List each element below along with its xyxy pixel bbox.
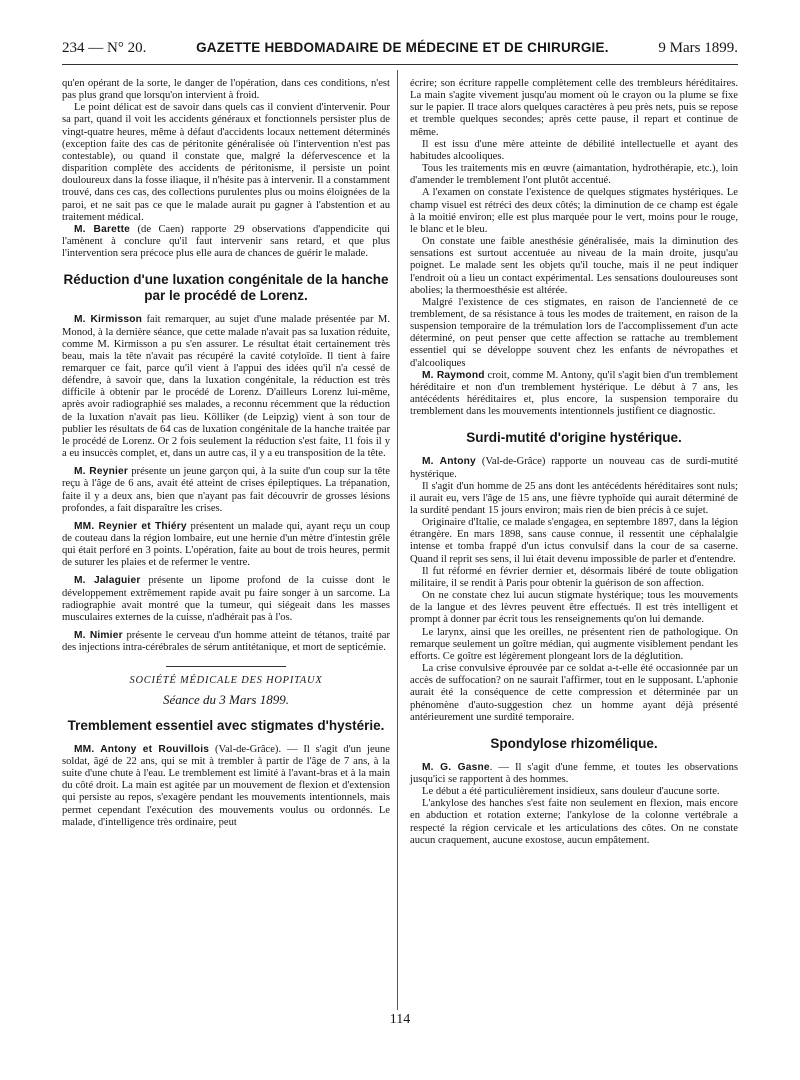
speaker-name: M. Raymond — [422, 369, 485, 381]
paragraph: A l'examen on constate l'existence de quelques stigmates hystériques. Le champ visuel est rétréci des deux côtés; la diminution de ce champ est égale à la moitié environ; elle est plus marquée pour le vert, moins pour le rouge, le blanc et le bleu. — [410, 187, 738, 235]
paragraph-text: . — Il s'agit d'une femme, et toutes les observations jusqu'ici se rapportent à des hommes. — [410, 761, 739, 785]
left-column — [62, 78, 390, 829]
paragraph — [62, 744, 390, 829]
paragraph-text: présentent un malade qui, ayant reçu un coup de couteau dans la région lombaire, eut une hernie d'un mètre d'intestin grêle qui était perforé en 3 points. L'opération, faite au bout de trois heures, permit de suturer les plaies et de refermer le ventre. — [62, 520, 391, 569]
speaker-name: M. Kirmisson — [74, 314, 143, 326]
paragraph: Le larynx, ainsi que les oreilles, ne présentent rien de pathologique. On remarque seulement un goître médian, qui augmente visiblement pendant les efforts. Ce goître est légèrement plongeant lors de la déglutition. — [410, 626, 738, 662]
paragraph — [410, 370, 738, 419]
speaker-name: MM. Reynier et Thiéry — [74, 520, 187, 532]
section-heading: Spondylose rhizomélique. — [490, 735, 658, 751]
speaker-name: M. G. Gasne — [422, 761, 490, 773]
speaker-name: M. Antony — [422, 456, 476, 468]
paragraph — [62, 630, 390, 654]
paragraph — [62, 575, 390, 624]
right-column — [410, 78, 738, 847]
paragraph-text: (de Caen) rapporte 29 observations d'appendicite qui l'amènent à conclure qu'il faut intervenir sans retard, et que plus l'intervention sera précoce plus elle aura de chances de guérir le malade. — [62, 223, 390, 260]
journal-title: GAZETTE HEBDOMADAIRE DE MÉDECINE ET DE CHIRURGIE. — [196, 40, 609, 55]
section-separator — [166, 666, 286, 667]
paragraph: La crise convulsive éprouvée par ce soldat a-t-elle été occasionnée par un accès de suffocation? on ne saurait l'affirmer, tout en le supposant. L'aphonie aurait été la conséquence de cette compression et déterminée par un phénomène d'auto-suggestion chez un homme ayant déjà présenté antérieurement une surdité temporaire. — [410, 663, 738, 723]
paragraph-text: présente le cerveau d'un homme atteint de tétanos, traité par des injections intra-cérébrales de sérum antitétanique, et mort de septicémie. — [62, 630, 390, 654]
paragraph: L'ankylose des hanches s'est faite non seulement en flexion, mais encore en abduction et rotation externe; l'ankylose de la colonne vertébrale a respecté la région cervicale et les articulations des côtes. On ne constate aucun craquement, aucune exostose, aucun empâtement. — [410, 798, 738, 846]
section-heading: Réduction d'une luxation congénitale de la hanche par le procédé de Lorenz. — [63, 272, 389, 304]
speaker-name: M. Barette — [74, 223, 131, 235]
paragraph: Le point délicat est de savoir dans quels cas il convient d'intervenir. Pour sa part, quand il voit les accidents généraux et fonctionnels persister plus de vingt-quatre heures, même à défaut d'accidents locaux nettement déterminés (exception faite des cas de péritonite généralisée où l'intervention n'est pas contestable), ou quand il constate que, malgré la défervescence et la disparition complète des accidents de péritonisme, il persiste un point douloureux dans la fosse iliaque, il n'hésite pas à intervenir. Il a constamment trouvé, dans ces cas, des collections purulentes plus ou moins éloignées de la paroi, et ne sait pas ce que le malade aurait pu gagner à l'abstention et au traitement médical. — [62, 102, 390, 223]
session-date: Séance du 3 Mars 1899. — [162, 691, 289, 707]
section-heading: Surdi-mutité d'origine hystérique. — [466, 430, 682, 446]
paragraph-text: présente un jeune garçon qui, à la suite d'un coup sur la tête reçu à l'âge de 6 ans, avait été atteint de crises épileptiques. La trépanation, faite il y a deux ans, bien que n'ayant pas fait découvrir de grosses lésions profondes, a fait disparaître les crises. — [62, 466, 390, 514]
paragraph: Originaire d'Italie, ce malade s'engagea, en septembre 1897, dans la légion étrangère. En mars 1898, sans cause connue, il ressentit une céphalalgie intense et tomba frappé d'un ictus convulsif dans la cour de sa caserne. Quand il reprit ses sens, il lui était devenu impossible de parler et d'entendre. — [410, 517, 738, 565]
paragraph: Il est issu d'une mère atteinte de débilité intellectuelle et ayant des habitudes alcooliques. — [410, 138, 738, 162]
paragraph — [62, 521, 390, 570]
paragraph: Il s'agit d'un homme de 25 ans dont les antécédents héréditaires sont nuls; il aurait eu, vers l'âge de 15 ans, une fièvre typhoïde qui aurait déterminé de la surdité pendant 15 jours environ; mais rien de bien précis à ce sujet. — [410, 480, 738, 516]
speaker-name: MM. Antony et Rouvillois — [74, 743, 210, 755]
paragraph-text: (Val-de-Grâce) rapporte un nouveau cas de surdi-mutité hystérique. — [410, 456, 739, 480]
paragraph: Le début a été particulièrement insidieux, sans douleur d'aucune sorte. — [422, 786, 720, 798]
page-folio: 114 — [389, 1012, 411, 1027]
paragraph-text: croit, comme M. Antony, qu'il s'agit bien d'un tremblement héréditaire et non d'un tremblement hystérique. Le début à 7 ans, les antécédents héréditaires et, plus encore, la suspension temporaire du tremblement dans les mouvements intentionnels justifient ce diagnostic. — [410, 369, 738, 418]
paragraph: Malgré l'existence de ces stigmates, en raison de l'ancienneté de ce tremblement, de sa résistance à tous les modes de traitement, en raison de la suspension temporaire de la trémulation lors de l'accomplissement d'un acte déterminé, on peut penser que cette affection se rattache au tremblement essentiel qui se développe souvent chez les enfants de névropathes et d'alcooliques — [410, 296, 738, 369]
paragraph — [410, 456, 738, 480]
paragraph-text: fait remarquer, au sujet d'une malade présentée par M. Monod, à la dernière séance, que cette malade n'avait pas sa luxation réduite, comme M. Kirmisson a pu s'en assurer. Le résultat était certainement très beau, mais la tête n'avait pas récupéré la cavité cotyloïde. Il tient à faire remarquer ce fait, parce qu'il vient à l'appui des idées qu'il n'a cessé de défendre, à savoir que, dans la luxation congénitale, la réduction est très difficile à obtenir par le procédé de Lorenz. D'ailleurs Lorenz lui-même, après avoir radiographié ses malades, a reconnu récemment que la réduction de la luxation n'avait pas lieu. Kölliker (de Leipzig) vient à son tour de publier les résultats de 64 cas de luxation congénitale de la hanche traitée par le procédé de Lorenz. Or 2 fois seulement la réduction s'est faite, 11 fois il y a eu insuccès complet, et, dans un autre cas, il y a eu transposition de la tête. — [62, 314, 390, 460]
paragraph: On ne constate chez lui aucun stigmate hystérique; tous les mouvements de la langue et des lèvres peuvent être effectués. Il est très intelligent et prompt à donner par écrit tous les renseignements qu'on lui demande. — [410, 590, 738, 626]
issue-date: 9 Mars 1899. — [658, 40, 738, 56]
paragraph — [410, 762, 738, 786]
paragraph-text: (Val-de-Grâce). — Il s'agit d'un jeune soldat, âgé de 22 ans, qui se mit à trembler à partir de l'âge de 7 ans, à la suite d'une chute à l'eau. Le tremblement est limité à l'avant-bras et à la main du côté droit. La main est agitée par un mouvement de flexion et d'extension qui persiste au repos, s'exagère pendant les mouvements intentionnels, mais permet cependant l'exécution des mouvements voulus ou ordonnés. Le malade, d'intelligence très ordinaire, peut — [62, 743, 391, 828]
paragraph: qu'en opérant de la sorte, le danger de l'opération, dans ces conditions, n'est pas plus grand que lorsqu'on intervient à froid. — [62, 78, 390, 102]
speaker-name: M. Reynier — [74, 466, 129, 478]
society-name: SOCIÉTÉ MÉDICALE DES HOPITAUX — [129, 675, 323, 687]
paragraph: Il fut réformé en février dernier et, désormais libéré de toute obligation militaire, il se rendit à Paris pour obtenir la guérison de son affection. — [410, 565, 738, 589]
speaker-name: M. Nimier — [74, 630, 123, 642]
section-heading: Tremblement essentiel avec stigmates d'hystérie. — [67, 717, 385, 733]
paragraph — [62, 224, 390, 260]
paragraph — [62, 466, 390, 515]
page-issue-number: 234 — N° 20. — [62, 40, 147, 56]
paragraph-text: présente un lipome profond de la cuisse dont le développement extrêmement rapide avait pu faire songer à un sarcome. La radiographie avait montré que la tumeur, qui siégeait dans les masses musculaires externes de la cuisse, n'adhérait pas à l'os. — [62, 575, 390, 623]
paragraph: Tous les traitements mis en œuvre (aimantation, hydrothérapie, etc.), loin d'amender le tremblement l'ont plutôt accentué. — [410, 163, 738, 187]
column-divider — [397, 70, 398, 1010]
running-header — [62, 40, 738, 65]
paragraph: On constate une faible anesthésie généralisée, mais la diminution des sensations est surtout accentuée au niveau de la main droite, jusqu'au poignet. Le malade sent les objets qu'il touche, mais il ne peut indiquer l'endroit où a lieu un contact expérimental. Les sensations douloureuses sont abolies; la thermoesthésie est altérée. — [410, 236, 738, 296]
paragraph — [62, 314, 390, 460]
speaker-name: M. Jalaguier — [74, 575, 141, 587]
paragraph: écrire; son écriture rappelle complètement celle des trembleurs héréditaires. La main s'agite vivement jusqu'au moment où le crayon ou la plume se fixe sur le papier. Il trace alors quelques caractères à peu près nets, puis se repose et tremble quelques secondes; après cette pause, il repart et continue de même. — [410, 78, 738, 138]
